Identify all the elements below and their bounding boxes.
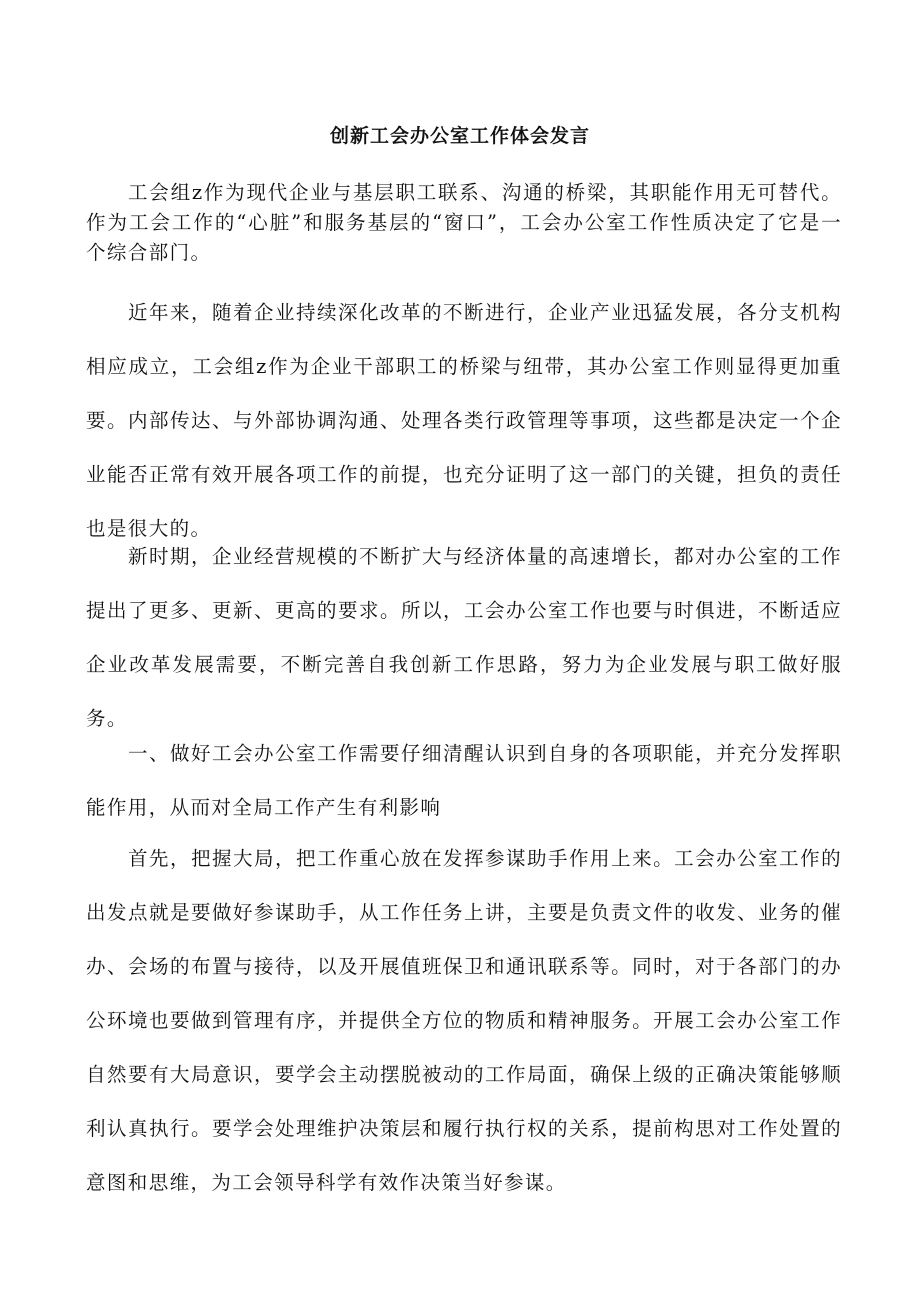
paragraph-background: 近年来，随着企业持续深化改革的不断进行，企业产业迅猛发展，各分支机构相应成立，工会组z作为企业干部职工的桥梁与纽带，其办公室工作则显得更加重要。内部传达、与外部协调沟通、处理各类行政管理等事项，这些都是决定一个企业能否正常有效开展各项工作的前提，也充分证明了这一部门的关键，担负的责任也是很大的。 xyxy=(86,301,842,540)
paragraph-first-point: 首先，把握大局，把工作重心放在发挥参谋助手作用上来。工会办公室工作的出发点就是要做好参谋助手，从工作任务上讲，主要是负责文件的收发、业务的催办、会场的布置与接待，以及开展值班保卫和通讯联系等。同时，对于各部门的办公环境也要做到管理有序，并提供全方位的物质和精神服务。开展工会办公室工作自然要有大局意识，要学会主动摆脱被动的工作局面，确保上级的正确决策能够顺利认真执行。要学会处理维护决策层和履行执行权的关系，提前构思对工作处置的意图和思维，为工会领导科学有效作决策当好参谋。 xyxy=(86,847,842,1194)
document-title: 创新工会办公室工作体会发言 xyxy=(329,125,590,147)
paragraph-intro: 工会组z作为现代企业与基层职工联系、沟通的桥梁，其职能作用无可替代。作为工会工作的“心脏”和服务基层的“窗口”，工会办公室工作性质决定了它是一个综合部门。 xyxy=(86,181,842,264)
paragraph-new-era: 新时期，企业经营规模的不断扩大与经济体量的高速增长，都对办公室的工作提出了更多、更新、更高的要求。所以，工会办公室工作也要与时俱进，不断适应企业改革发展需要，不断完善自我创新工作思路，努力为企业发展与职工做好服务。 xyxy=(86,545,842,730)
section-heading-one: 一、做好工会办公室工作需要仔细清醒认识到自身的各项职能，并充分发挥职能作用，从而对全局工作产生有利影响 xyxy=(86,742,842,819)
